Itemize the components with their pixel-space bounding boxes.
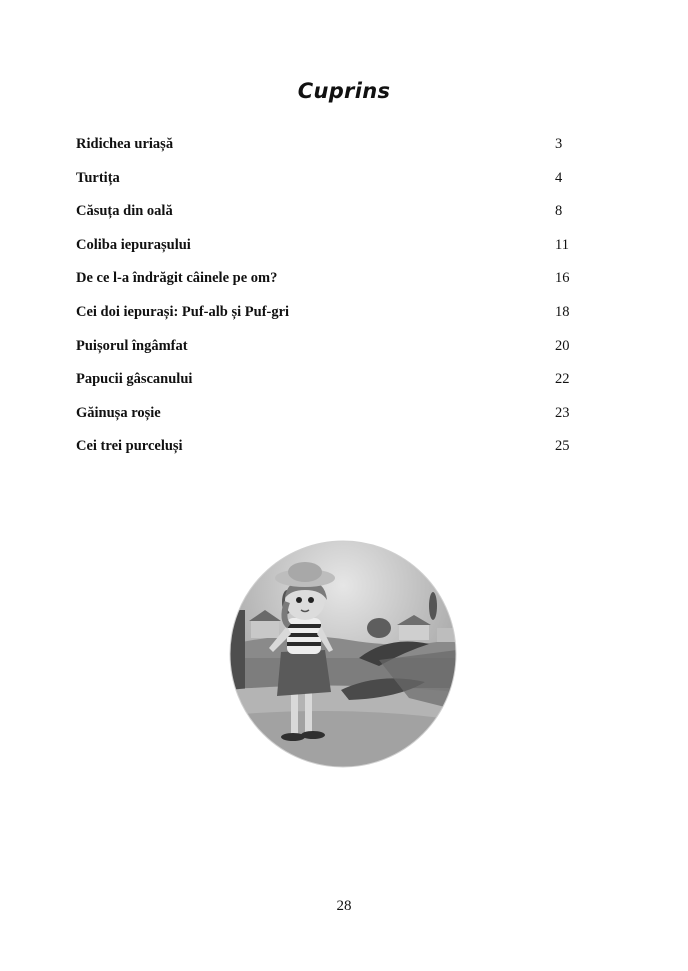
toc-entry-page: 18 xyxy=(555,303,570,320)
toc-entry xyxy=(76,203,596,237)
toc-entry-title: Turtița xyxy=(76,169,120,186)
toc-entry-title: Căsuța din oală xyxy=(76,203,173,220)
toc-entry xyxy=(76,170,596,204)
toc-entry-page: 23 xyxy=(555,404,570,421)
table-of-contents xyxy=(76,136,596,472)
toc-entry-page: 8 xyxy=(555,203,563,220)
toc-entry xyxy=(76,438,596,472)
toc-entry xyxy=(76,405,596,439)
toc-entry xyxy=(76,136,596,170)
page-number: 28 xyxy=(336,898,352,914)
toc-entry-page: 4 xyxy=(555,169,563,186)
girl-illustration xyxy=(229,540,457,768)
toc-entry-page: 22 xyxy=(555,371,570,388)
toc-entry-title: De ce l-a îndrăgit câinele pe om? xyxy=(76,270,278,287)
toc-entry-page: 20 xyxy=(555,337,570,354)
page-title: Cuprins xyxy=(297,79,391,103)
toc-entry-page: 3 xyxy=(555,136,563,152)
toc-entry xyxy=(76,338,596,372)
toc-entry-title: Cei trei purceluși xyxy=(76,438,183,455)
toc-entry xyxy=(76,304,596,338)
toc-entry-title: Găinușa roșie xyxy=(76,404,161,421)
toc-entry-page: 11 xyxy=(555,236,569,253)
toc-entry-title: Papucii gâscanului xyxy=(76,371,193,388)
toc-entry-title: Coliba iepurașului xyxy=(76,236,191,253)
toc-entry-title: Cei doi iepurași: Puf-alb și Puf-gri xyxy=(76,303,290,320)
toc-entry xyxy=(76,371,596,405)
toc-entry-title: Puișorul îngâmfat xyxy=(76,337,188,354)
toc-entry-page: 16 xyxy=(555,270,570,287)
toc-entry xyxy=(76,237,596,271)
toc-entry-title: Ridichea uriașă xyxy=(76,136,174,152)
toc-entry-page: 25 xyxy=(555,438,570,455)
toc-entry xyxy=(76,270,596,304)
